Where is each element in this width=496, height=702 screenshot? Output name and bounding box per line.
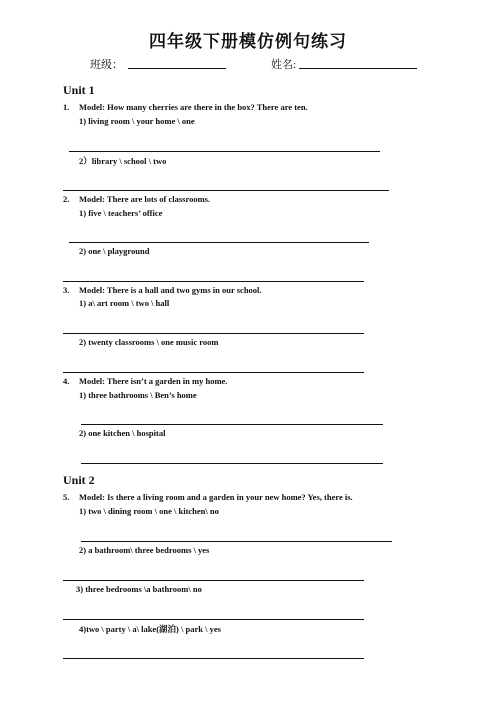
class-blank[interactable] [128,68,226,69]
question-item: 1) two \ dining room \ one \ kitchen\ no [79,506,219,516]
class-label: 班级： [90,59,123,71]
answer-line[interactable] [69,151,380,152]
question-item: 3) three bedrooms \a bathroom\ no [76,584,202,594]
question-item: 2) one kitchen \ hospital [79,428,166,438]
question-number: 4. [63,376,70,386]
question-item: 2) a bathroom\ three bedrooms \ yes [79,545,210,555]
question-item: 2) one \ playground [79,246,150,256]
question-number: 2. [63,194,70,204]
question-model: Model: There is a hall and two gyms in our school. [79,285,262,295]
answer-line[interactable] [63,372,364,373]
name-label: 姓名: [271,59,297,71]
question-item: 1) a\ art room \ two \ hall [79,298,170,308]
question-item: 2) twenty classrooms \ one music room [79,337,219,347]
answer-line[interactable] [63,190,389,191]
answer-line[interactable] [63,580,364,581]
page-title: 四年级下册模仿例句练习 [149,32,347,51]
answer-line[interactable] [63,658,364,659]
question-model: Model: There isn’t a garden in my home. [79,376,228,386]
question-item: 4)two \ party \ a\ lake(湖泊) \ park \ yes [79,624,221,634]
question-number: 5. [63,492,70,502]
answer-line[interactable] [63,281,364,282]
unit-heading: Unit 2 [63,473,95,487]
question-number: 1. [63,102,70,112]
unit-heading: Unit 1 [63,83,95,97]
answer-line[interactable] [81,463,383,464]
name-blank[interactable] [299,68,417,69]
question-item: 2）library \ school \ two [79,156,167,166]
question-item: 1) living room \ your home \ one [79,116,195,126]
question-item: 1) three bathrooms \ Ben’s home [79,390,197,400]
question-model: Model: There are lots of classrooms. [79,194,211,204]
question-model: Model: How many cherries are there in the box? There are ten. [79,102,308,112]
answer-line[interactable] [69,242,369,243]
answer-line[interactable] [63,333,364,334]
question-model: Model: Is there a living room and a garden in your new home? Yes, there is. [79,492,353,502]
question-number: 3. [63,285,70,295]
answer-line[interactable] [81,541,392,542]
question-item: 1) five \ teachers’ office [79,208,163,218]
answer-line[interactable] [63,619,364,620]
answer-line[interactable] [81,424,383,425]
